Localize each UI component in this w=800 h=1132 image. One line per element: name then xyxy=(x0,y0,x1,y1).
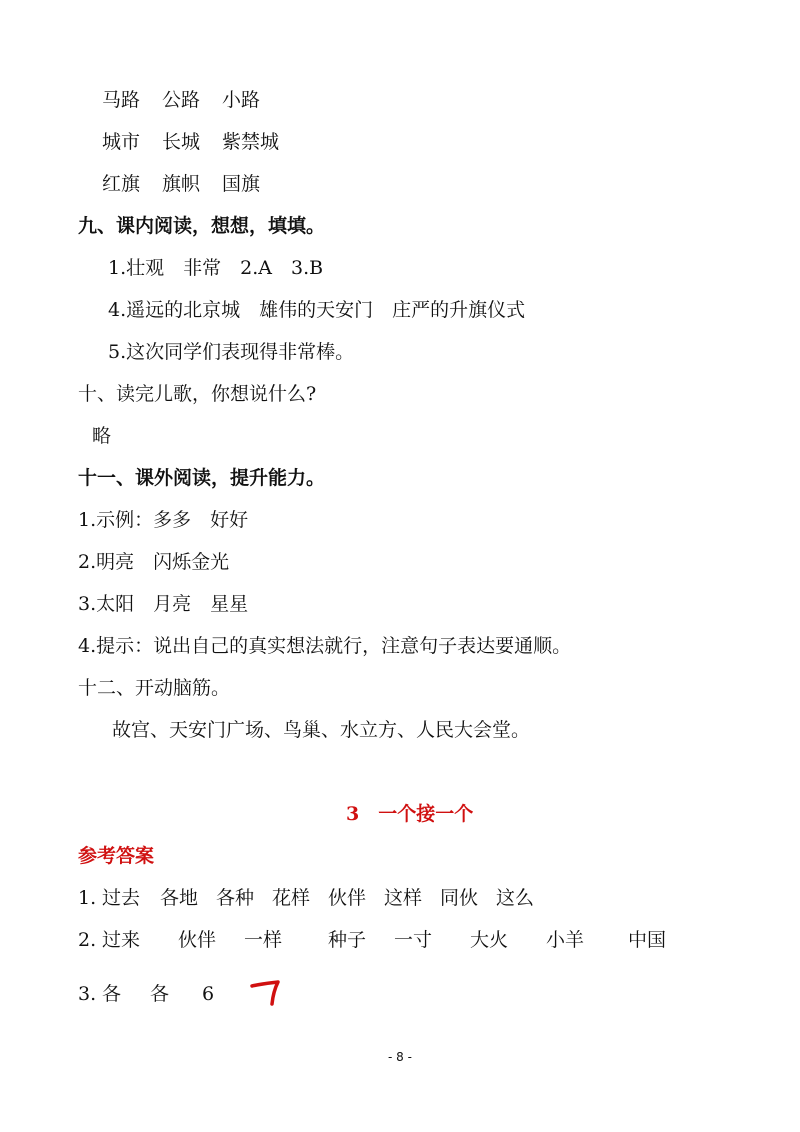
answer-word: 花样 xyxy=(272,887,311,909)
answer-word: 各种 xyxy=(216,887,255,909)
section-10-answer: 略 xyxy=(92,425,112,447)
answer-word: 各 xyxy=(102,983,122,1005)
answer-word: 小羊 xyxy=(546,929,585,951)
section-9-answer-2: 4.遥远的北京城 雄伟的天安门 庄严的升旗仪式 xyxy=(108,299,526,321)
word: 国旗 xyxy=(222,173,261,195)
answer-word: 大火 xyxy=(470,929,509,951)
word: 紫禁城 xyxy=(222,131,280,153)
answer-word: 各 xyxy=(150,983,170,1005)
word-line-3 xyxy=(102,172,260,196)
word: 公路 xyxy=(162,89,201,111)
handwritten-mark-icon xyxy=(248,978,288,1008)
section-12-answer: 故宫、天安门广场、鸟巢、水立方、人民大会堂。 xyxy=(112,719,531,741)
answer-word: 这样 xyxy=(384,887,423,909)
section-11-answer-1: 1.示例：多多 好好 xyxy=(78,509,249,531)
section-10-heading: 十、读完儿歌，你想说什么? xyxy=(78,383,317,405)
section-12-heading: 十二、开动脑筋。 xyxy=(78,677,231,699)
section-11-answer-2: 2.明亮 闪烁金光 xyxy=(78,551,230,573)
answer-word: 同伙 xyxy=(440,887,479,909)
section-9-heading: 九、课内阅读，想想，填填。 xyxy=(78,215,326,237)
answer-word: 过来 xyxy=(102,929,141,951)
word-line-1 xyxy=(102,88,260,112)
answer-word: 种子 xyxy=(328,929,367,951)
answer-word: 伙伴 xyxy=(328,887,367,909)
section-9-answer-1: 1.壮观 非常 2.A 3.B xyxy=(108,257,324,279)
answer-word: 中国 xyxy=(628,929,667,951)
answer-word: 过去 xyxy=(102,887,141,909)
row-number: 3. xyxy=(78,983,97,1005)
answer-word: 一寸 xyxy=(394,929,433,951)
row-number: 1. xyxy=(78,887,97,909)
word-line-2 xyxy=(102,130,279,154)
section-11-answer-3: 3.太阳 月亮 星星 xyxy=(78,593,249,615)
word: 城市 xyxy=(102,131,141,153)
page-number: - 8 - xyxy=(388,1050,412,1064)
answer-word: 6 xyxy=(202,983,215,1005)
answer-word: 一样 xyxy=(244,929,283,951)
answer-word: 这么 xyxy=(496,887,535,909)
answer-label: 参考答案 xyxy=(78,845,155,867)
lesson-title: 3 一个接一个 xyxy=(346,803,474,825)
word: 红旗 xyxy=(102,173,141,195)
section-9-answer-3: 5.这次同学们表现得非常棒。 xyxy=(108,341,355,363)
word: 旗帜 xyxy=(162,173,201,195)
answer-word: 各地 xyxy=(160,887,199,909)
row-number: 2. xyxy=(78,929,97,951)
word: 马路 xyxy=(102,89,141,111)
answer-word: 伙伴 xyxy=(178,929,217,951)
word: 小路 xyxy=(222,89,261,111)
word: 长城 xyxy=(162,131,201,153)
section-11-heading: 十一、课外阅读，提升能力。 xyxy=(78,467,326,489)
section-11-answer-4: 4.提示：说出自己的真实想法就行，注意句子表达要通顺。 xyxy=(78,635,572,657)
